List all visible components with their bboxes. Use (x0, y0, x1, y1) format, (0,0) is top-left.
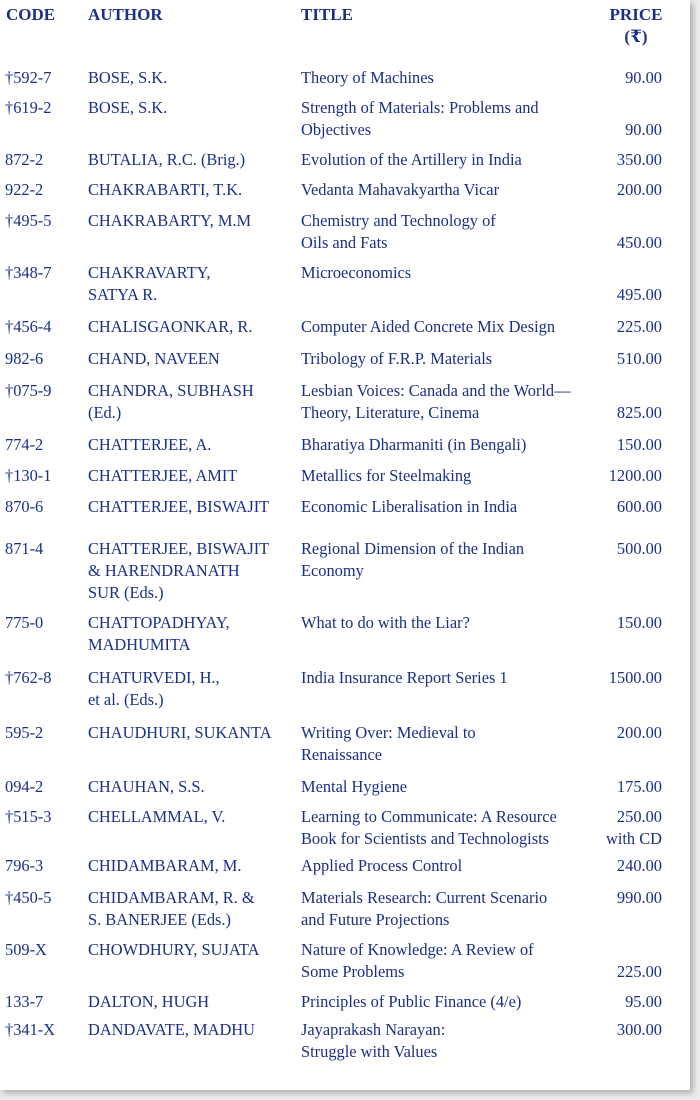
book-author: CHAKRAVARTY, SATYA R. (88, 263, 211, 304)
book-price: 1500.00 (608, 668, 662, 687)
book-code: †450-5 (5, 888, 52, 907)
book-title: Metallics for Steelmaking (301, 466, 472, 485)
book-title: Materials Research: Current Scenario and Future Projections (301, 888, 548, 929)
book-title: Theory of Machines (301, 68, 434, 87)
book-price: 450.00 (616, 233, 662, 252)
book-code: 595-2 (5, 723, 44, 742)
book-author: BOSE, S.K. (88, 68, 168, 87)
book-title: Lesbian Voices: Canada and the World— Theory, Literature, Cinema (301, 381, 571, 422)
book-author: CHAUHAN, S.S. (88, 777, 205, 796)
book-author: CHALISGAONKAR, R. (88, 317, 253, 336)
book-price: 495.00 (616, 285, 662, 304)
book-code: 922-2 (5, 180, 44, 199)
book-price: 510.00 (616, 349, 662, 368)
book-code: †075-9 (5, 381, 52, 400)
book-title: Evolution of the Artillery in India (301, 150, 522, 169)
book-title: Regional Dimension of the Indian Economy (301, 539, 525, 580)
book-title: Tribology of F.R.P. Materials (301, 349, 493, 368)
book-code: 982-6 (5, 349, 44, 368)
book-code: 133-7 (5, 992, 44, 1011)
price-label: PRICE (609, 5, 663, 24)
book-title: India Insurance Report Series 1 (301, 668, 508, 687)
book-author: BOSE, S.K. (88, 98, 168, 117)
book-author: CHELLAMMAL, V. (88, 807, 226, 826)
book-price: 300.00 (616, 1020, 662, 1039)
book-price: 600.00 (616, 497, 662, 516)
book-price: 350.00 (616, 150, 662, 169)
book-price-note: with CD (605, 829, 662, 848)
book-title: Vedanta Mahavakyartha Vicar (301, 180, 500, 199)
book-author: CHAKRABARTY, M.M (88, 211, 252, 230)
book-code: †592-7 (5, 68, 52, 87)
code-column-header: CODE (6, 5, 56, 24)
book-code: †619-2 (5, 98, 52, 117)
book-code: 774-2 (5, 435, 44, 454)
book-code: †515-3 (5, 807, 52, 826)
book-code: †130-1 (5, 466, 52, 485)
book-title: Microeconomics (301, 263, 412, 282)
book-price: 95.00 (625, 992, 662, 1011)
book-price: 225.00 (616, 962, 662, 981)
book-author: CHOWDHURY, SUJATA (88, 940, 260, 959)
book-price: 990.00 (616, 888, 662, 907)
book-price: 250.00 (616, 807, 662, 826)
book-title: Learning to Communicate: A Resource Book for Scientists and Technologists (301, 807, 557, 848)
book-price: 240.00 (616, 856, 662, 875)
book-author: CHIDAMBARAM, R. & S. BANERJEE (Eds.) (88, 888, 255, 929)
book-title: Computer Aided Concrete Mix Design (301, 317, 556, 336)
book-author: CHATTOPADHYAY, MADHUMITA (88, 613, 230, 654)
book-code: 870-6 (5, 497, 44, 516)
book-author: DALTON, HUGH (88, 992, 210, 1011)
book-code: 872-2 (5, 150, 44, 169)
book-price: 500.00 (616, 539, 662, 558)
book-price: 90.00 (625, 120, 662, 139)
book-title: Principles of Public Finance (4/e) (301, 992, 522, 1011)
book-author: CHAND, NAVEEN (88, 349, 220, 368)
book-code: 871-4 (5, 539, 44, 558)
book-price: 150.00 (616, 613, 662, 632)
book-price: 1200.00 (608, 466, 662, 485)
book-code: 775-0 (5, 613, 44, 632)
book-code: 796-3 (5, 856, 44, 875)
book-author: CHATTERJEE, A. (88, 435, 212, 454)
author-column-header: AUTHOR (88, 5, 163, 24)
book-title: Strength of Materials: Problems and Objectives (301, 98, 539, 139)
book-code: †348-7 (5, 263, 52, 282)
book-code: 094-2 (5, 777, 44, 796)
book-author: CHATTERJEE, BISWAJIT & HARENDRANATH SUR (Eds.) (88, 539, 270, 602)
book-code: †341-X (5, 1020, 56, 1039)
book-price: 150.00 (616, 435, 662, 454)
title-column-header: TITLE (301, 5, 353, 24)
book-price: 200.00 (616, 723, 662, 742)
book-title: Bharatiya Dharmaniti (in Bengali) (301, 435, 527, 454)
book-title: Jayaprakash Narayan: Struggle with Values (301, 1020, 446, 1061)
book-author: CHATTERJEE, AMIT (88, 466, 238, 485)
book-price: 175.00 (616, 777, 662, 796)
book-author: CHANDRA, SUBHASH (Ed.) (88, 381, 254, 422)
book-price: 225.00 (616, 317, 662, 336)
book-title: Economic Liberalisation in India (301, 497, 518, 516)
price-currency: (₹) (624, 27, 648, 46)
book-title: Mental Hygiene (301, 777, 408, 796)
book-code: †456-4 (5, 317, 52, 336)
book-title: Writing Over: Medieval to Renaissance (301, 723, 476, 764)
book-code: 509-X (5, 940, 47, 959)
price-column-header (596, 4, 676, 48)
book-title: Nature of Knowledge: A Review of Some Problems (301, 940, 534, 981)
book-author: BUTALIA, R.C. (Brig.) (88, 150, 246, 169)
book-price: 825.00 (616, 403, 662, 422)
book-author: CHATTERJEE, BISWAJIT (88, 497, 270, 516)
book-code: †762-8 (5, 668, 52, 687)
book-author: CHATURVEDI, H., et al. (Eds.) (88, 668, 220, 709)
book-code: †495-5 (5, 211, 52, 230)
book-author: CHAKRABARTI, T.K. (88, 180, 243, 199)
book-title: Applied Process Control (301, 856, 463, 875)
book-price: 90.00 (625, 68, 662, 87)
book-title: Chemistry and Technology of Oils and Fats (301, 211, 496, 252)
book-price: 200.00 (616, 180, 662, 199)
book-author: CHAUDHURI, SUKANTA (88, 723, 272, 742)
book-author: CHIDAMBARAM, M. (88, 856, 242, 875)
book-title: What to do with the Liar? (301, 613, 470, 632)
book-author: DANDAVATE, MADHU (88, 1020, 255, 1039)
